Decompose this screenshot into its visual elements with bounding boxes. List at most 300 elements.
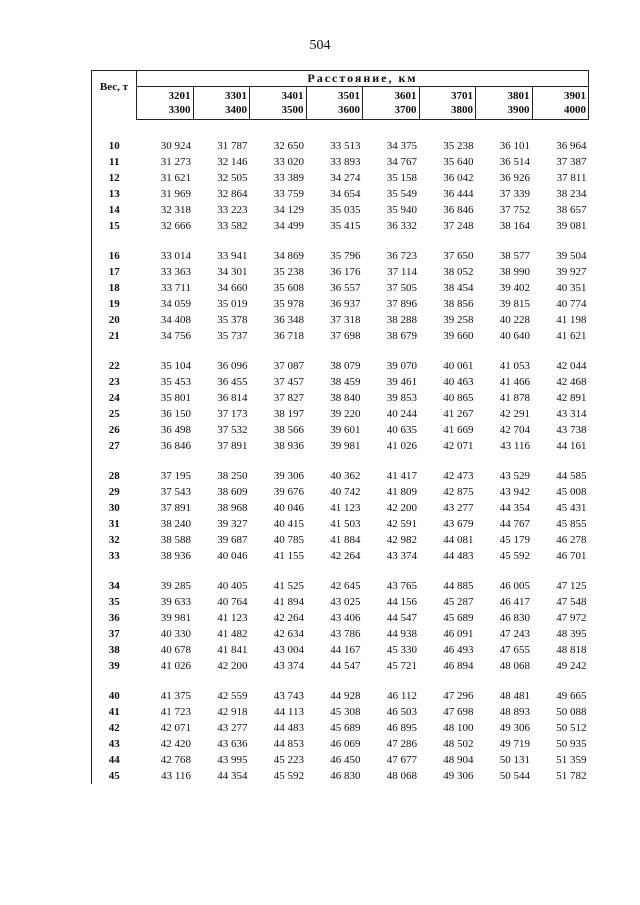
tariff-value-cell: 38 250	[217, 470, 248, 482]
tariff-value-cell: 46 830	[330, 770, 361, 782]
tariff-value-cell: 35 737	[217, 330, 248, 342]
tariff-value-cell: 43 529	[499, 470, 530, 482]
weight-cell: 36	[92, 610, 137, 626]
tariff-value-cell: 39 306	[273, 470, 304, 482]
table-row	[92, 578, 589, 594]
tariff-value-cell: 45 855	[556, 518, 587, 530]
tariff-value-cell: 35 801	[160, 392, 191, 404]
weight-cell: 20	[92, 312, 137, 328]
tariff-value-cell: 41 878	[499, 392, 530, 404]
tariff-value-cell: 37 532	[217, 424, 248, 436]
tariff-value-cell: 41 026	[160, 660, 191, 672]
table-row	[92, 218, 589, 234]
tariff-value-cell: 36 514	[499, 156, 530, 168]
tariff-value-cell: 44 585	[556, 470, 587, 482]
distance-range-header	[532, 87, 589, 120]
tariff-value-cell: 46 278	[556, 534, 587, 546]
tariff-value-cell: 38 459	[330, 376, 361, 388]
tariff-value-cell: 47 296	[443, 690, 474, 702]
tariff-value-cell: 38 856	[443, 298, 474, 310]
tariff-value-cell: 31 969	[160, 188, 191, 200]
tariff-value-cell: 34 408	[160, 314, 191, 326]
tariff-value-cell: 43 995	[217, 754, 248, 766]
tariff-value-cell: 44 354	[217, 770, 248, 782]
tariff-value-cell: 46 005	[499, 580, 530, 592]
table-row	[92, 720, 589, 736]
tariff-value-cell: 45 592	[499, 550, 530, 562]
tariff-value-cell: 38 588	[160, 534, 191, 546]
table-row	[92, 312, 589, 328]
tariff-value-cell: 44 885	[443, 580, 474, 592]
range-to: 3800	[451, 104, 473, 116]
weight-cell: 38	[92, 642, 137, 658]
tariff-value-cell: 39 981	[160, 612, 191, 624]
tariff-value-cell: 50 935	[556, 738, 587, 750]
weight-cell: 28	[92, 468, 137, 484]
weight-cell: 34	[92, 578, 137, 594]
tariff-value-cell: 42 982	[386, 534, 417, 546]
table-row	[92, 768, 589, 784]
tariff-value-cell: 50 131	[499, 754, 530, 766]
tariff-value-cell: 35 608	[273, 282, 304, 294]
tariff-value-cell: 43 738	[556, 424, 587, 436]
tariff-value-cell: 41 417	[386, 470, 417, 482]
weight-cell: 10	[92, 138, 137, 154]
tariff-value-cell: 39 258	[443, 314, 474, 326]
weight-cell: 17	[92, 264, 137, 280]
tariff-value-cell: 48 068	[386, 770, 417, 782]
tariff-value-cell: 50 544	[499, 770, 530, 782]
tariff-value-cell: 47 655	[499, 644, 530, 656]
table-row	[92, 186, 589, 202]
table-row	[92, 138, 589, 154]
tariff-value-cell: 36 455	[217, 376, 248, 388]
tariff-value-cell: 37 457	[273, 376, 304, 388]
tariff-value-cell: 42 420	[160, 738, 191, 750]
table-row	[92, 468, 589, 484]
tariff-value-cell: 40 635	[386, 424, 417, 436]
tariff-value-cell: 46 493	[443, 644, 474, 656]
tariff-value-cell: 40 640	[499, 330, 530, 342]
tariff-value-cell: 42 071	[160, 722, 191, 734]
tariff-value-cell: 37 505	[386, 282, 417, 294]
tariff-value-cell: 38 679	[386, 330, 417, 342]
tariff-value-cell: 46 069	[330, 738, 361, 750]
tariff-value-cell: 31 621	[160, 172, 191, 184]
tariff-value-cell: 40 228	[499, 314, 530, 326]
tariff-value-cell: 39 461	[386, 376, 417, 388]
tariff-value-cell: 39 327	[217, 518, 248, 530]
tariff-value-cell: 41 198	[556, 314, 587, 326]
weight-cell: 26	[92, 422, 137, 438]
tariff-value-cell: 39 981	[330, 440, 361, 452]
tariff-value-cell: 40 764	[217, 596, 248, 608]
tariff-value-cell: 36 096	[217, 360, 248, 372]
tariff-value-cell: 40 865	[443, 392, 474, 404]
tariff-value-cell: 44 156	[386, 596, 417, 608]
group-spacer	[92, 564, 589, 578]
table-row	[92, 328, 589, 344]
weight-cell: 37	[92, 626, 137, 642]
tariff-value-cell: 47 125	[556, 580, 587, 592]
weight-cell: 16	[92, 248, 137, 264]
weight-cell: 23	[92, 374, 137, 390]
tariff-value-cell: 47 698	[443, 706, 474, 718]
tariff-value-cell: 41 525	[273, 580, 304, 592]
tariff-value-cell: 44 167	[330, 644, 361, 656]
tariff-value-cell: 51 782	[556, 770, 587, 782]
tariff-value-cell: 33 014	[160, 250, 191, 262]
table-header	[92, 71, 589, 120]
range-to: 3600	[338, 104, 360, 116]
range-to: 3700	[394, 104, 417, 116]
tariff-value-cell: 36 042	[443, 172, 474, 184]
group-spacer	[92, 120, 589, 139]
tariff-value-cell: 32 318	[160, 204, 191, 216]
tariff-value-cell: 46 895	[386, 722, 417, 734]
weight-cell: 12	[92, 170, 137, 186]
weight-cell: 14	[92, 202, 137, 218]
tariff-table	[91, 70, 589, 784]
tariff-value-cell: 34 756	[160, 330, 191, 342]
table-row	[92, 406, 589, 422]
tariff-value-cell: 35 035	[330, 204, 361, 216]
tariff-value-cell: 37 114	[387, 266, 417, 278]
tariff-value-cell: 39 504	[556, 250, 587, 262]
tariff-value-cell: 34 654	[330, 188, 361, 200]
tariff-value-cell: 51 359	[556, 754, 587, 766]
tariff-value-cell: 37 827	[273, 392, 304, 404]
tariff-value-cell: 42 044	[556, 360, 587, 372]
tariff-value-cell: 36 557	[330, 282, 361, 294]
tariff-table-container	[91, 70, 589, 784]
table-row	[92, 374, 589, 390]
table-row	[92, 358, 589, 374]
tariff-value-cell: 48 100	[443, 722, 474, 734]
tariff-value-cell: 41 155	[273, 550, 304, 562]
tariff-value-cell: 44 354	[499, 502, 530, 514]
tariff-value-cell: 40 351	[556, 282, 587, 294]
tariff-value-cell: 42 264	[330, 550, 361, 562]
tariff-value-cell: 41 482	[217, 628, 248, 640]
range-from: 3701	[451, 90, 473, 102]
tariff-value-cell: 44 483	[273, 722, 304, 734]
tariff-value-cell: 43 406	[330, 612, 361, 624]
tariff-value-cell: 34 869	[273, 250, 304, 262]
weight-cell: 33	[92, 548, 137, 564]
tariff-value-cell: 42 071	[443, 440, 474, 452]
tariff-value-cell: 34 301	[217, 266, 248, 278]
distance-range-header	[306, 87, 363, 120]
tariff-value-cell: 49 242	[556, 660, 587, 672]
tariff-value-cell: 42 264	[273, 612, 304, 624]
weight-cell: 11	[92, 154, 137, 170]
weight-cell: 40	[92, 688, 137, 704]
distance-range-row	[92, 87, 589, 120]
tariff-value-cell: 31 787	[217, 140, 248, 152]
tariff-value-cell: 46 112	[387, 690, 417, 702]
tariff-value-cell: 39 633	[160, 596, 191, 608]
tariff-value-cell: 47 548	[556, 596, 587, 608]
tariff-value-cell: 35 415	[330, 220, 361, 232]
range-to: 4000	[564, 104, 586, 116]
tariff-value-cell: 36 723	[386, 250, 417, 262]
tariff-value-cell: 33 711	[161, 282, 191, 294]
tariff-value-cell: 33 582	[217, 220, 248, 232]
table-row	[92, 438, 589, 454]
tariff-value-cell: 38 240	[160, 518, 191, 530]
tariff-value-cell: 36 444	[443, 188, 474, 200]
table-row	[92, 704, 589, 720]
weight-cell: 45	[92, 768, 137, 784]
tariff-value-cell: 41 123	[330, 502, 361, 514]
tariff-value-cell: 34 375	[386, 140, 417, 152]
tariff-value-cell: 40 785	[273, 534, 304, 546]
tariff-value-cell: 39 601	[330, 424, 361, 436]
tariff-value-cell: 45 308	[330, 706, 361, 718]
tariff-value-cell: 33 363	[160, 266, 191, 278]
tariff-value-cell: 48 818	[556, 644, 587, 656]
tariff-value-cell: 35 796	[330, 250, 361, 262]
tariff-value-cell: 40 678	[160, 644, 191, 656]
tariff-value-cell: 47 677	[386, 754, 417, 766]
tariff-value-cell: 42 291	[499, 408, 530, 420]
tariff-value-cell: 35 640	[443, 156, 474, 168]
table-row	[92, 516, 589, 532]
tariff-value-cell: 43 277	[443, 502, 474, 514]
tariff-value-cell: 34 499	[273, 220, 304, 232]
tariff-value-cell: 46 830	[499, 612, 530, 624]
tariff-value-cell: 36 926	[499, 172, 530, 184]
tariff-value-cell: 38 234	[556, 188, 587, 200]
tariff-value-cell: 35 238	[443, 140, 474, 152]
table-row	[92, 736, 589, 752]
table-row	[92, 752, 589, 768]
tariff-value-cell: 47 286	[386, 738, 417, 750]
tariff-value-cell: 39 285	[160, 580, 191, 592]
tariff-value-cell: 43 116	[161, 770, 191, 782]
tariff-value-cell: 38 657	[556, 204, 587, 216]
tariff-value-cell: 38 197	[273, 408, 304, 420]
tariff-value-cell: 33 759	[273, 188, 304, 200]
tariff-value-cell: 46 091	[443, 628, 474, 640]
tariff-value-cell: 43 636	[217, 738, 248, 750]
tariff-value-cell: 44 161	[556, 440, 587, 452]
tariff-value-cell: 43 786	[330, 628, 361, 640]
tariff-value-cell: 36 176	[330, 266, 361, 278]
tariff-value-cell: 37 195	[160, 470, 191, 482]
tariff-value-cell: 42 634	[273, 628, 304, 640]
table-row	[92, 658, 589, 674]
tariff-value-cell: 42 200	[217, 660, 248, 672]
tariff-value-cell: 33 020	[273, 156, 304, 168]
range-to: 3300	[168, 104, 191, 116]
tariff-value-cell: 38 288	[386, 314, 417, 326]
range-to: 3500	[281, 104, 304, 116]
weight-cell: 29	[92, 484, 137, 500]
tariff-value-cell: 42 918	[217, 706, 248, 718]
tariff-value-cell: 32 650	[273, 140, 304, 152]
tariff-value-cell: 49 306	[499, 722, 530, 734]
tariff-value-cell: 43 277	[217, 722, 248, 734]
tariff-value-cell: 30 924	[160, 140, 191, 152]
tariff-value-cell: 40 415	[273, 518, 304, 530]
tariff-value-cell: 43 374	[386, 550, 417, 562]
tariff-value-cell: 46 701	[556, 550, 587, 562]
weight-cell: 27	[92, 438, 137, 454]
tariff-value-cell: 42 704	[499, 424, 530, 436]
tariff-value-cell: 39 660	[443, 330, 474, 342]
tariff-value-cell: 46 450	[330, 754, 361, 766]
tariff-value-cell: 48 893	[499, 706, 530, 718]
tariff-value-cell: 49 719	[499, 738, 530, 750]
tariff-value-cell: 48 481	[499, 690, 530, 702]
range-from: 3301	[225, 90, 247, 102]
table-row	[92, 296, 589, 312]
tariff-value-cell: 41 026	[386, 440, 417, 452]
tariff-value-cell: 37 339	[499, 188, 530, 200]
tariff-value-cell: 36 937	[330, 298, 361, 310]
tariff-value-cell: 45 330	[386, 644, 417, 656]
tariff-value-cell: 45 223	[273, 754, 304, 766]
tariff-value-cell: 37 752	[499, 204, 530, 216]
tariff-value-cell: 45 689	[443, 612, 474, 624]
table-row	[92, 610, 589, 626]
table-row	[92, 594, 589, 610]
tariff-value-cell: 40 463	[443, 376, 474, 388]
table-row	[92, 626, 589, 642]
table-row	[92, 422, 589, 438]
tariff-value-cell: 48 904	[443, 754, 474, 766]
distance-range-header	[137, 87, 194, 120]
weight-cell: 18	[92, 280, 137, 296]
tariff-value-cell: 39 815	[499, 298, 530, 310]
tariff-value-cell: 50 512	[556, 722, 587, 734]
tariff-value-cell: 49 665	[556, 690, 587, 702]
tariff-value-cell: 38 609	[217, 486, 248, 498]
tariff-value-cell: 41 723	[160, 706, 191, 718]
tariff-value-cell: 33 893	[330, 156, 361, 168]
tariff-value-cell: 39 081	[556, 220, 587, 232]
tariff-value-cell: 31 273	[160, 156, 191, 168]
range-from: 3501	[338, 90, 360, 102]
tariff-value-cell: 41 375	[160, 690, 191, 702]
tariff-value-cell: 39 676	[273, 486, 304, 498]
table-row	[92, 264, 589, 280]
tariff-value-cell: 40 046	[273, 502, 304, 514]
tariff-value-cell: 33 941	[217, 250, 248, 262]
tariff-value-cell: 35 978	[273, 298, 304, 310]
group-spacer	[92, 234, 589, 248]
range-from: 3201	[168, 90, 191, 102]
tariff-value-cell: 39 070	[386, 360, 417, 372]
tariff-value-cell: 40 244	[386, 408, 417, 420]
tariff-value-cell: 47 243	[499, 628, 530, 640]
tariff-value-cell: 36 846	[160, 440, 191, 452]
tariff-value-cell: 40 061	[443, 360, 474, 372]
table-row	[92, 280, 589, 296]
tariff-value-cell: 36 846	[443, 204, 474, 216]
tariff-value-cell: 44 938	[386, 628, 417, 640]
tariff-value-cell: 43 942	[499, 486, 530, 498]
tariff-value-cell: 38 990	[499, 266, 530, 278]
tariff-value-cell: 37 318	[330, 314, 361, 326]
tariff-value-cell: 39 927	[556, 266, 587, 278]
group-spacer	[92, 674, 589, 688]
tariff-value-cell: 36 150	[160, 408, 191, 420]
tariff-value-cell: 33 513	[330, 140, 361, 152]
weight-cell: 42	[92, 720, 137, 736]
tariff-value-cell: 45 592	[273, 770, 304, 782]
tariff-value-cell: 45 008	[556, 486, 587, 498]
tariff-value-cell: 48 068	[499, 660, 530, 672]
tariff-value-cell: 37 698	[330, 330, 361, 342]
table-row	[92, 248, 589, 264]
tariff-value-cell: 34 129	[273, 204, 304, 216]
tariff-value-cell: 44 547	[330, 660, 361, 672]
tariff-value-cell: 41 884	[330, 534, 361, 546]
table-row	[92, 202, 589, 218]
tariff-value-cell: 43 374	[273, 660, 304, 672]
weight-cell: 43	[92, 736, 137, 752]
table-row	[92, 154, 589, 170]
table-body	[92, 120, 589, 785]
tariff-value-cell: 36 348	[273, 314, 304, 326]
tariff-value-cell: 41 894	[273, 596, 304, 608]
tariff-value-cell: 38 454	[443, 282, 474, 294]
tariff-value-cell: 44 081	[443, 534, 474, 546]
tariff-value-cell: 35 158	[386, 172, 417, 184]
weight-cell: 39	[92, 658, 137, 674]
tariff-value-cell: 38 936	[273, 440, 304, 452]
tariff-value-cell: 37 896	[386, 298, 417, 310]
weight-column-header: Вес, т	[92, 71, 137, 120]
tariff-value-cell: 37 248	[443, 220, 474, 232]
distance-range-header	[419, 87, 476, 120]
range-from: 3401	[281, 90, 304, 102]
tariff-value-cell: 36 814	[217, 392, 248, 404]
tariff-value-cell: 32 864	[217, 188, 248, 200]
distance-group-header: Расстояние, км	[137, 71, 589, 87]
table-row	[92, 532, 589, 548]
tariff-value-cell: 44 928	[330, 690, 361, 702]
tariff-value-cell: 40 330	[160, 628, 191, 640]
tariff-value-cell: 36 101	[499, 140, 530, 152]
tariff-value-cell: 43 679	[443, 518, 474, 530]
group-spacer	[92, 344, 589, 358]
tariff-value-cell: 40 362	[330, 470, 361, 482]
tariff-value-cell: 35 019	[217, 298, 248, 310]
page-number: 504	[309, 38, 331, 53]
weight-cell: 44	[92, 752, 137, 768]
table-row	[92, 548, 589, 564]
tariff-value-cell: 40 774	[556, 298, 587, 310]
tariff-value-cell: 44 113	[274, 706, 304, 718]
tariff-value-cell: 43 743	[273, 690, 304, 702]
tariff-value-cell: 32 505	[217, 172, 248, 184]
weight-cell: 32	[92, 532, 137, 548]
tariff-value-cell: 38 164	[499, 220, 530, 232]
tariff-value-cell: 37 087	[273, 360, 304, 372]
tariff-value-cell: 35 104	[160, 360, 191, 372]
tariff-value-cell: 41 503	[330, 518, 361, 530]
tariff-value-cell: 49 306	[443, 770, 474, 782]
range-from: 3601	[394, 90, 417, 102]
tariff-value-cell: 48 502	[443, 738, 474, 750]
tariff-value-cell: 42 875	[443, 486, 474, 498]
tariff-value-cell: 41 123	[217, 612, 248, 624]
distance-range-header	[476, 87, 533, 120]
